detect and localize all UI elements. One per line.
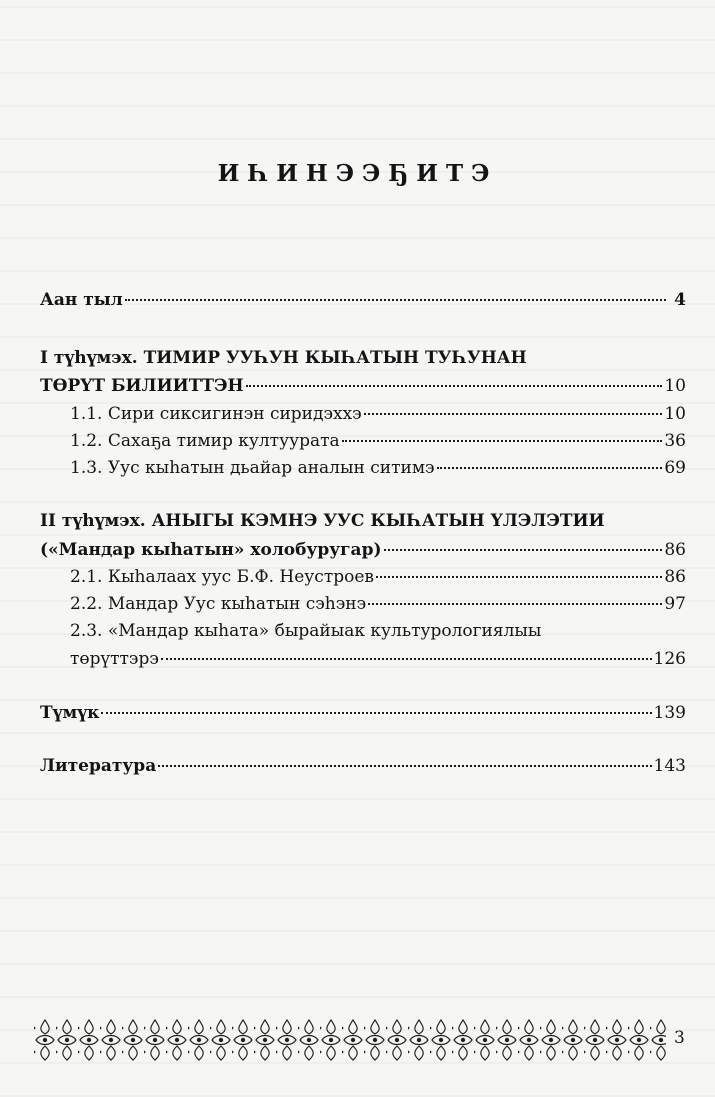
toc-entry-2-3[interactable] — [40, 649, 686, 669]
toc-page-number: 10 — [664, 376, 686, 396]
toc-page-number: 126 — [653, 649, 686, 669]
toc-entry-label: 1.2. Сахаҕа тимир култуурата — [70, 431, 340, 451]
dot-leader — [101, 711, 651, 714]
toc-entry-1-2[interactable] — [40, 431, 686, 451]
dot-leader — [384, 548, 663, 551]
toc-chapter-2-heading[interactable]: II түһүмэх. АНЫГЫ КЭМНЭ УУС КЫҺАТЫН ҮЛЭЛЭТИИ — [40, 511, 605, 531]
dot-leader — [342, 439, 663, 442]
toc-entry-label: төрүттэрэ — [70, 649, 159, 669]
dot-leader — [437, 466, 663, 469]
toc-page-number: 86 — [664, 567, 686, 587]
toc-entry-literature[interactable] — [40, 756, 686, 776]
dot-leader — [161, 657, 652, 660]
dot-leader — [158, 764, 651, 767]
toc-entry-conclusion[interactable] — [40, 703, 686, 723]
toc-entry-1-3[interactable] — [40, 458, 686, 478]
toc-entry-chapter-2[interactable] — [40, 540, 686, 560]
toc-entry-label: 2.1. Кыһалаах уус Б.Ф. Неустроев — [70, 567, 374, 587]
page-number: 3 — [674, 1028, 685, 1048]
toc-entry-label: Аан тыл — [40, 290, 123, 310]
dot-leader — [125, 298, 666, 301]
toc-entry-1-1[interactable] — [40, 404, 686, 424]
lace-ornament-icon — [34, 1018, 666, 1062]
toc-entry-label: («Мандар кыһатын» холобуругар) — [40, 540, 382, 560]
toc-entry-label: 1.1. Сири сиксигинэн сиридэххэ — [70, 404, 362, 424]
toc-entry-label: 1.3. Уус кыһатын дьайар аналын ситимэ — [70, 458, 435, 478]
toc-page-number: 36 — [664, 431, 686, 451]
toc-entry-label: Түмүк — [40, 703, 100, 723]
page-title: ИҺИНЭЭҔИТЭ — [217, 160, 498, 187]
toc-entry-2-1[interactable] — [40, 567, 686, 587]
toc-entry-label: ТӨРҮТ БИЛИИТТЭН — [40, 376, 244, 396]
dot-leader — [368, 602, 662, 605]
toc-page-number: 69 — [664, 458, 686, 478]
toc-entry-2-3-label-line1[interactable]: 2.3. «Мандар кыһата» бырайыак культурологиялыы — [70, 621, 542, 641]
toc-page-number: 139 — [653, 703, 686, 723]
dot-leader — [376, 575, 662, 578]
dot-leader — [246, 384, 663, 387]
toc-page-number: 97 — [664, 594, 686, 614]
toc-entry-chapter-1[interactable] — [40, 376, 686, 396]
toc-entry-2-2[interactable] — [40, 594, 686, 614]
toc-page-number: 4 — [674, 290, 686, 310]
toc-page-number: 10 — [664, 404, 686, 424]
dot-leader — [364, 412, 663, 415]
toc-entry-label: 2.2. Мандар Уус кыһатын сэһэнэ — [70, 594, 367, 614]
toc-page-number: 143 — [653, 756, 686, 776]
toc-page-number: 86 — [664, 540, 686, 560]
toc-entry-intro[interactable] — [40, 290, 686, 310]
toc-entry-label: Литература — [40, 756, 157, 776]
toc-chapter-1-heading[interactable]: I түһүмэх. ТИМИР УУҺУН КЫҺАТЫН ТУҺУНАН — [40, 348, 527, 368]
